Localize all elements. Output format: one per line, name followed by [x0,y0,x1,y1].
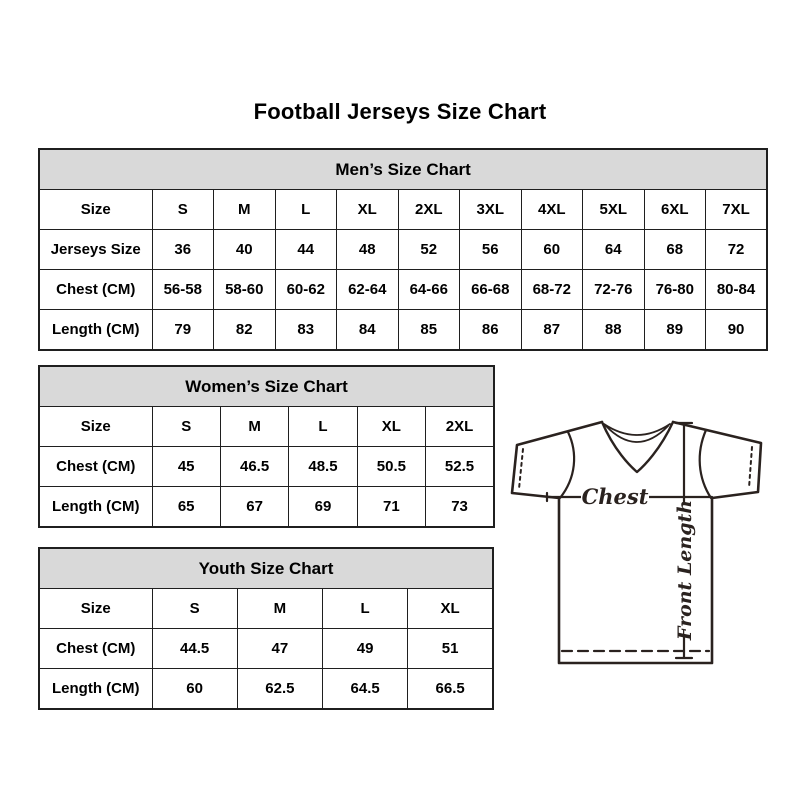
front-length-label: Front Length [674,499,696,641]
data-cell: 88 [583,310,645,351]
header-cell: M [214,190,276,230]
data-cell: 66.5 [408,669,493,710]
youth-size-chart-table [38,547,494,710]
data-cell: 47 [237,629,322,669]
data-cell: 56 [460,230,522,270]
table-row [39,669,493,710]
data-cell: 48 [337,230,399,270]
jersey-outline [512,422,761,663]
data-cell: 44 [275,230,337,270]
data-cell: 85 [398,310,460,351]
header-cell: L [275,190,337,230]
data-cell: 66-68 [460,270,522,310]
data-cell: 73 [426,487,494,528]
data-cell: 72-76 [583,270,645,310]
table-row [39,487,494,528]
data-cell: 48.5 [289,447,357,487]
header-cell: 7XL [706,190,768,230]
header-cell: 5XL [583,190,645,230]
table-title: Women’s Size Chart [39,366,494,407]
data-cell: 58-60 [214,270,276,310]
row-label-cell: Chest (CM) [39,270,152,310]
header-cell: S [152,190,214,230]
womens-size-chart-table [38,365,495,528]
data-cell: 44.5 [152,629,237,669]
armhole-seam-right [700,430,711,498]
header-cell: 3XL [460,190,522,230]
table-header-row [39,589,493,629]
data-cell: 45 [152,447,220,487]
data-cell: 83 [275,310,337,351]
data-cell: 82 [214,310,276,351]
data-cell: 71 [357,487,425,528]
table-header-row [39,407,494,447]
data-cell: 62.5 [237,669,322,710]
row-label-cell: Length (CM) [39,487,152,528]
data-cell: 60 [152,669,237,710]
header-cell: Size [39,407,152,447]
data-cell: 65 [152,487,220,528]
data-cell: 89 [644,310,706,351]
cuff-dash-right [749,447,752,488]
armhole-seam-left [560,432,574,498]
page-title: Football Jerseys Size Chart [253,99,547,124]
data-cell: 49 [323,629,408,669]
header-cell: S [152,407,220,447]
header-cell: M [220,407,288,447]
data-cell: 79 [152,310,214,351]
data-cell: 64 [583,230,645,270]
header-cell: S [152,589,237,629]
chest-label: Chest [581,484,649,509]
data-cell: 69 [289,487,357,528]
header-cell: 4XL [521,190,583,230]
data-cell: 51 [408,629,493,669]
table-header-row [39,190,767,230]
data-cell: 60-62 [275,270,337,310]
cuff-dash-left [519,449,523,489]
data-cell: 87 [521,310,583,351]
row-label-cell: Length (CM) [39,310,152,351]
data-cell: 90 [706,310,768,351]
data-cell: 52.5 [426,447,494,487]
table-title: Youth Size Chart [39,548,493,589]
data-cell: 86 [460,310,522,351]
header-cell: 2XL [426,407,494,447]
table-row [39,270,767,310]
header-cell: L [323,589,408,629]
data-cell: 62-64 [337,270,399,310]
data-cell: 56-58 [152,270,214,310]
collar-band-arc [606,426,668,442]
data-cell: 36 [152,230,214,270]
table-title-row [39,548,493,589]
header-cell: L [289,407,357,447]
row-label-cell: Chest (CM) [39,629,152,669]
data-cell: 68 [644,230,706,270]
data-cell: 40 [214,230,276,270]
data-cell: 64-66 [398,270,460,310]
header-cell: M [237,589,322,629]
table-row [39,629,493,669]
table-row [39,447,494,487]
header-cell: Size [39,589,152,629]
table-title-row [39,366,494,407]
data-cell: 76-80 [644,270,706,310]
data-cell: 80-84 [706,270,768,310]
data-cell: 64.5 [323,669,408,710]
header-cell: 2XL [398,190,460,230]
data-cell: 50.5 [357,447,425,487]
data-cell: 72 [706,230,768,270]
row-label-cell: Length (CM) [39,669,152,710]
header-cell: 6XL [644,190,706,230]
header-cell: XL [408,589,493,629]
header-cell: XL [337,190,399,230]
table-title: Men’s Size Chart [39,149,767,190]
row-label-cell: Jerseys Size [39,230,152,270]
data-cell: 84 [337,310,399,351]
table-row [39,230,767,270]
mens-size-chart-table [38,148,768,351]
header-cell: Size [39,190,152,230]
table-title-row [39,149,767,190]
header-cell: XL [357,407,425,447]
row-label-cell: Chest (CM) [39,447,152,487]
data-cell: 67 [220,487,288,528]
data-cell: 60 [521,230,583,270]
data-cell: 46.5 [220,447,288,487]
table-row [39,310,767,351]
data-cell: 52 [398,230,460,270]
data-cell: 68-72 [521,270,583,310]
jersey-diagram [504,398,766,670]
